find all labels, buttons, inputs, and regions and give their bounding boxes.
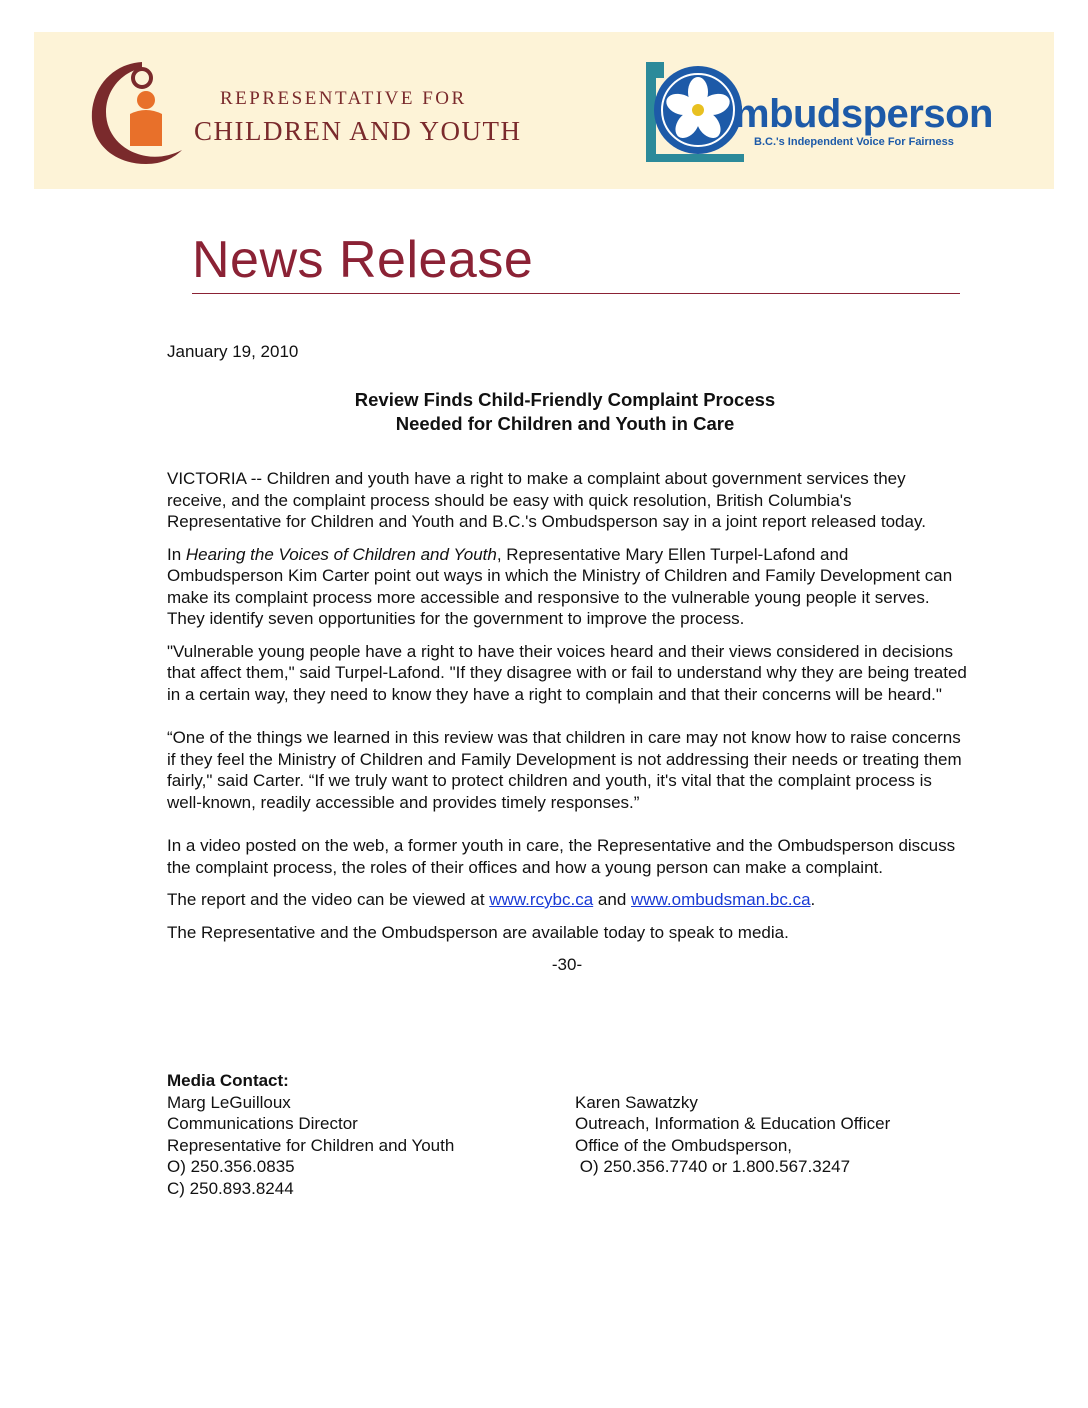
contact-right-office: O) 250.356.7740 or 1.800.567.3247 <box>575 1157 851 1176</box>
rcy-name-line2: CHILDREN AND YOUTH <box>194 116 522 146</box>
rcy-name-line1: REPRESENTATIVE FOR <box>220 88 467 109</box>
release-date: January 19, 2010 <box>167 342 299 361</box>
rcybc-link[interactable]: www.rcybc.ca <box>489 890 594 909</box>
header-banner <box>34 32 1054 189</box>
paragraph-4: “One of the things we learned in this review was that children in care may not know how to raise concerns if they feel the Ministry of Children and Family Development is not addressing their needs or treating them fairly," said Carter. “If we truly want to protect children and youth, it's vital that the complaint process is well-known, readily accessible and provides timely responses.” <box>167 728 962 812</box>
contact-right-org: Office of the Ombudsperson, <box>575 1135 793 1155</box>
rcy-logo-icon <box>84 54 194 169</box>
p2-prefix: In <box>167 544 186 564</box>
paragraph-1: VICTORIA -- Children and youth have a right to make a complaint about government services they receive, and the complaint process should be easy with quick resolution, British Columbia's Representative for Children and Youth and B.C.'s Ombudsperson say in a joint report released today. <box>167 469 926 531</box>
p2-rest: , Representative Mary Ellen Turpel-Lafond and Ombudsperson Kim Carter point out ways in which the Ministry of Children and Family Development can make its complaint process more accessible and responsive to the vulnerable young people it serves. They identify seven opportunities for the government to improve the process. <box>167 544 953 628</box>
contact-left-org: Representative for Children and Youth <box>167 1135 455 1155</box>
headline-line2: Needed for Children and Youth in Care <box>395 413 735 434</box>
paragraph-6 <box>167 889 967 911</box>
ombudsman-link[interactable]: www.ombudsman.bc.ca <box>631 890 811 909</box>
report-title: Hearing the Voices of Children and Youth <box>185 544 497 564</box>
contact-right <box>575 1092 890 1178</box>
contact-left-name: Marg LeGuilloux <box>167 1092 291 1112</box>
paragraph-5: In a video posted on the web, a former youth in care, the Representative and the Ombudsperson discuss the complaint process, the roles of their offices and how a young person can make a complaint. <box>167 836 956 877</box>
contact-right-name: Karen Sawatzky <box>575 1092 698 1112</box>
end-mark: -30- <box>551 955 583 974</box>
contact-left-cell: C) 250.893.8244 <box>167 1178 294 1198</box>
contact-left <box>167 1070 454 1199</box>
media-contact-heading: Media Contact: <box>167 1071 289 1090</box>
news-release-title: News Release <box>192 231 534 289</box>
ombudsperson-tagline: B.C.'s Independent Voice For Fairness <box>754 136 954 148</box>
p6-suffix: . <box>810 890 816 909</box>
paragraph-2 <box>167 544 967 630</box>
ombudsperson-title: mbudsperson <box>734 92 993 136</box>
article-body <box>167 468 967 987</box>
paragraph-3: "Vulnerable young people have a right to have their voices heard and their views considered in decisions that affect them," said Turpel-Lafond. "If they disagree with or fail to understand why they are being treated in a certain way, they need to know they have a right to complain and that their concerns will be heard." <box>167 641 967 704</box>
headline-line1: Review Finds Child-Friendly Complaint Process <box>354 389 776 410</box>
contact-left-office: O) 250.356.0835 <box>167 1157 295 1176</box>
p6-and: and <box>593 890 631 909</box>
title-rule <box>192 293 960 294</box>
headline <box>167 388 963 436</box>
contact-left-title: Communications Director <box>167 1114 358 1133</box>
p6-prefix: The report and the video can be viewed at <box>167 890 490 909</box>
paragraph-7: The Representative and the Ombudsperson are available today to speak to media. <box>167 922 789 942</box>
contact-right-title: Outreach, Information & Education Officer <box>575 1114 891 1133</box>
